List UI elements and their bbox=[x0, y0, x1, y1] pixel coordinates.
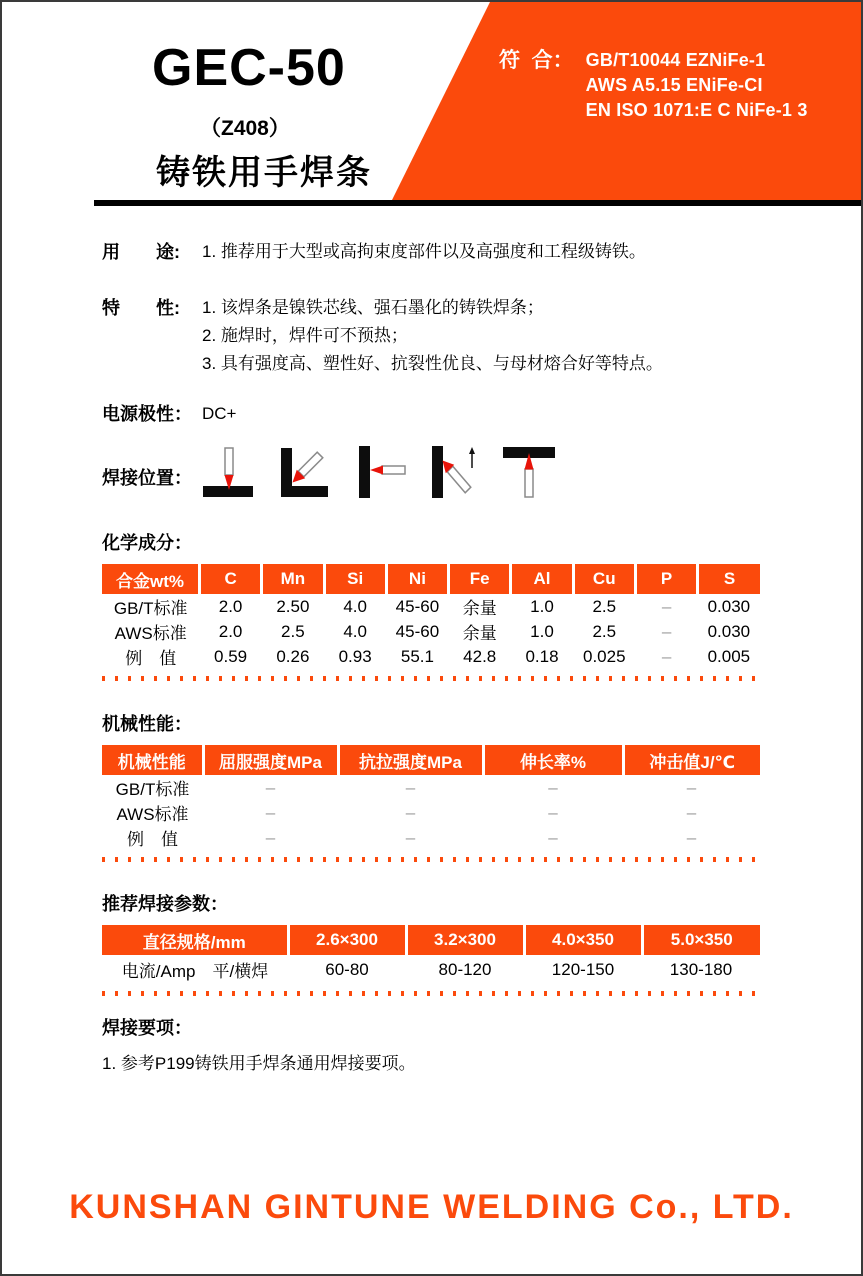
flat-position-icon bbox=[202, 444, 256, 500]
parameters-table bbox=[102, 925, 760, 984]
table-cell: – bbox=[548, 777, 558, 797]
vertical-up-position-icon bbox=[427, 444, 481, 500]
polarity-value: DC+ bbox=[202, 404, 237, 423]
table-cell: – bbox=[265, 827, 276, 847]
table-cell: 0.025 bbox=[582, 646, 626, 666]
company-name: KUNSHAN GINTUNE WELDING Co., LTD. bbox=[69, 1188, 794, 1226]
table-header-row bbox=[102, 564, 760, 594]
table-cell: 0.93 bbox=[338, 646, 372, 666]
column-header: Al bbox=[511, 564, 573, 594]
standard-line: EN ISO 1071:E C NiFe-1 3 bbox=[585, 100, 808, 120]
table-cell: – bbox=[661, 596, 672, 616]
parameters-section-label: 推荐焊接参数： bbox=[102, 894, 228, 914]
table-cell: 0.59 bbox=[214, 646, 248, 666]
table-cell: 4.0 bbox=[343, 621, 367, 641]
dotted-separator bbox=[102, 991, 760, 996]
table-cell: 80-120 bbox=[438, 959, 492, 979]
table-cell: 1.0 bbox=[530, 596, 554, 616]
table-cell: 0.030 bbox=[707, 596, 751, 616]
table-cell: 42.8 bbox=[463, 646, 497, 666]
table-cell: – bbox=[548, 802, 558, 822]
usage-text: 1. 推荐用于大型或高拘束度部件以及高强度和工程级铸铁。 bbox=[202, 242, 646, 261]
mechanical-section-label: 机械性能： bbox=[102, 714, 192, 734]
row-label: 例 值 bbox=[127, 830, 178, 849]
features-section bbox=[102, 294, 831, 378]
table-cell: 45-60 bbox=[395, 596, 440, 616]
table-row bbox=[102, 775, 760, 800]
table-cell: 0.005 bbox=[707, 646, 751, 666]
column-header: 2.6×300 bbox=[288, 925, 406, 955]
compliance-label: 符 合： bbox=[499, 49, 574, 72]
fillet-position-icon bbox=[277, 444, 331, 500]
row-label: AWS标准 bbox=[114, 624, 187, 643]
row-label: GB/T标准 bbox=[113, 599, 188, 618]
table-row bbox=[102, 644, 760, 669]
chemical-composition-section bbox=[102, 529, 760, 681]
standard-line: GB/T10044 EZNiFe-1 bbox=[585, 50, 766, 70]
table-cell: – bbox=[405, 777, 416, 797]
column-header: S bbox=[698, 564, 760, 594]
header-divider bbox=[94, 200, 861, 206]
table-row bbox=[102, 955, 760, 984]
column-header: 屈服强度MPa bbox=[203, 745, 338, 775]
table-cell: 0.030 bbox=[707, 621, 751, 641]
table-row bbox=[102, 825, 760, 850]
table-cell: – bbox=[686, 827, 697, 847]
table-cell: 2.0 bbox=[218, 596, 243, 616]
notes-label: 焊接要项： bbox=[102, 1018, 192, 1038]
table-cell: – bbox=[686, 802, 697, 822]
column-header: 合金wt% bbox=[102, 564, 199, 594]
table-row bbox=[102, 619, 760, 644]
table-cell: 1.0 bbox=[530, 621, 554, 641]
table-cell: 120-150 bbox=[551, 959, 615, 979]
table-cell: – bbox=[661, 646, 672, 666]
column-header: 5.0×350 bbox=[642, 925, 760, 955]
row-label: GB/T标准 bbox=[115, 780, 190, 799]
mechanical-properties-section bbox=[102, 710, 760, 862]
column-header: 直径规格/mm bbox=[102, 925, 288, 955]
chemical-section-label: 化学成分： bbox=[102, 533, 192, 553]
features-list bbox=[202, 294, 663, 378]
table-cell: 余量 bbox=[462, 599, 497, 618]
product-type: 铸铁用手焊条 bbox=[156, 154, 372, 192]
column-header: Fe bbox=[449, 564, 511, 594]
welding-notes-section bbox=[102, 1014, 831, 1078]
column-header: Si bbox=[324, 564, 386, 594]
dotted-separator bbox=[102, 676, 760, 681]
table-cell: – bbox=[661, 621, 672, 641]
column-header: Mn bbox=[262, 564, 324, 594]
table-header-row bbox=[102, 925, 760, 955]
dotted-separator bbox=[102, 857, 760, 862]
welding-parameters-section bbox=[102, 890, 760, 996]
table-cell: 2.5 bbox=[592, 596, 617, 616]
table-cell: 55.1 bbox=[400, 646, 434, 666]
positions-label: 焊接位置： bbox=[102, 468, 192, 488]
table-cell: 0.18 bbox=[525, 646, 559, 666]
table-cell: – bbox=[265, 777, 276, 797]
polarity-label: 电源极性： bbox=[102, 404, 192, 424]
table-cell: 60-80 bbox=[325, 959, 369, 979]
mechanical-table bbox=[102, 745, 760, 850]
welding-positions-section bbox=[102, 464, 831, 500]
table-cell: 45-60 bbox=[395, 621, 440, 641]
table-cell: 130-180 bbox=[669, 959, 733, 979]
table-cell: – bbox=[686, 777, 697, 797]
table-cell: – bbox=[405, 827, 416, 847]
table-cell: 2.5 bbox=[281, 621, 305, 641]
row-label: 电流/Amp 平/横焊 bbox=[121, 962, 269, 981]
table-cell: – bbox=[265, 802, 276, 822]
note-item: 1. 参考P199铸铁用手焊条通用焊接要项。 bbox=[102, 1054, 416, 1073]
compliance-standards bbox=[586, 48, 808, 123]
row-label: 例 值 bbox=[125, 649, 177, 668]
table-cell: 2.0 bbox=[218, 621, 243, 641]
column-header: 冲击值J/℃ bbox=[623, 745, 760, 775]
feature-item: 1. 该焊条是镍铁芯线、强石墨化的铸铁焊条； bbox=[202, 298, 544, 317]
column-header: C bbox=[199, 564, 261, 594]
table-cell: 0.26 bbox=[276, 646, 310, 666]
usage-section bbox=[102, 238, 831, 266]
row-label: AWS标准 bbox=[116, 805, 189, 824]
column-header: Cu bbox=[573, 564, 635, 594]
column-header: Ni bbox=[386, 564, 448, 594]
feature-item: 2. 施焊时，焊件可不预热； bbox=[202, 326, 408, 345]
position-icons-row bbox=[202, 444, 556, 500]
table-row bbox=[102, 800, 760, 825]
overhead-position-icon bbox=[502, 444, 556, 500]
model-code: （Z408） bbox=[200, 117, 290, 140]
table-cell: 2.50 bbox=[276, 596, 310, 616]
column-header: 4.0×350 bbox=[524, 925, 642, 955]
standard-line: AWS A5.15 ENiFe-CI bbox=[585, 75, 763, 95]
table-cell: – bbox=[405, 802, 416, 822]
feature-item: 3. 具有强度高、塑性好、抗裂性优良、与母材熔合好等特点。 bbox=[202, 354, 663, 373]
compliance-block bbox=[499, 48, 808, 123]
usage-label: 用 途: bbox=[102, 242, 180, 262]
horizontal-position-icon bbox=[352, 444, 406, 500]
table-cell: 4.0 bbox=[343, 596, 367, 616]
table-cell: 2.5 bbox=[592, 621, 617, 641]
page-title: GEC-50 bbox=[152, 39, 346, 97]
table-cell: – bbox=[548, 827, 558, 847]
column-header: 机械性能 bbox=[102, 745, 203, 775]
column-header: 抗拉强度MPa bbox=[338, 745, 483, 775]
column-header: P bbox=[635, 564, 697, 594]
table-row bbox=[102, 594, 760, 619]
chemical-table bbox=[102, 564, 760, 669]
table-cell: 余量 bbox=[462, 624, 497, 643]
table-header-row bbox=[102, 745, 760, 775]
column-header: 3.2×300 bbox=[406, 925, 524, 955]
polarity-section bbox=[102, 400, 831, 428]
features-label: 特 性: bbox=[102, 298, 180, 318]
column-header: 伸长率% bbox=[483, 745, 623, 775]
